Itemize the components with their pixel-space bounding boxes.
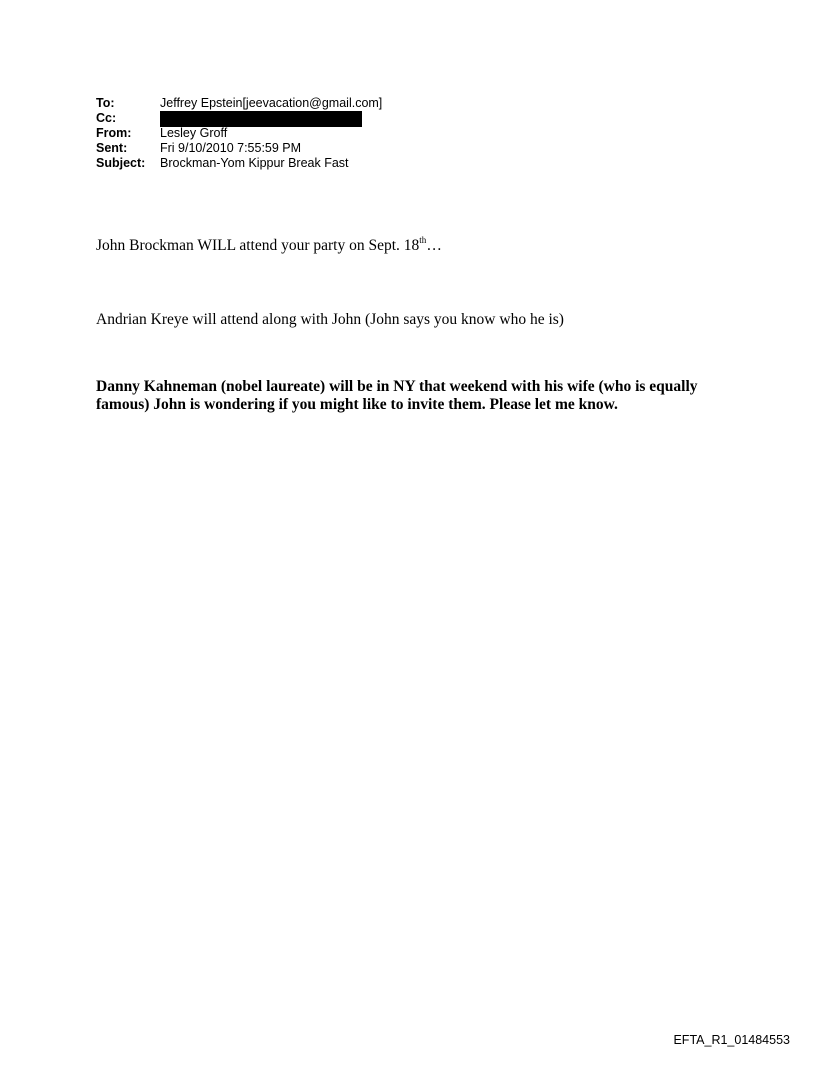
to-label: To:	[96, 96, 115, 110]
from-value: Lesley Groff	[160, 126, 228, 140]
to-row	[96, 96, 382, 111]
sent-label: Sent:	[96, 141, 128, 155]
from-row	[96, 126, 382, 141]
body-paragraph-2: Andrian Kreye will attend along with John (John says you know who he is)	[96, 311, 564, 328]
to-value: Jeffrey Epstein[jeevacation@gmail.com]	[160, 96, 383, 110]
ellipsis: …	[426, 237, 442, 254]
body-paragraph-1	[96, 234, 442, 255]
sent-row	[96, 141, 382, 156]
cc-row	[96, 111, 382, 126]
from-label: From:	[96, 126, 132, 140]
cc-label: Cc:	[96, 111, 117, 125]
document-id: EFTA_R1_01484553	[673, 1033, 790, 1047]
body-paragraph-1-text: John Brockman WILL attend your party on Sept. 18	[96, 237, 420, 254]
subject-label: Subject:	[96, 156, 146, 170]
ordinal-suffix: th	[419, 234, 427, 245]
body-paragraph-3: Danny Kahneman (nobel laureate) will be in NY that weekend with his wife (who is equally famous) John is wondering if you might like to invite them. Please let me know.	[96, 378, 698, 413]
subject-row	[96, 156, 382, 171]
sent-value: Fri 9/10/2010 7:55:59 PM	[160, 141, 302, 155]
subject-value: Brockman-Yom Kippur Break Fast	[160, 156, 349, 170]
redaction-block	[160, 111, 362, 127]
email-header	[96, 96, 382, 171]
